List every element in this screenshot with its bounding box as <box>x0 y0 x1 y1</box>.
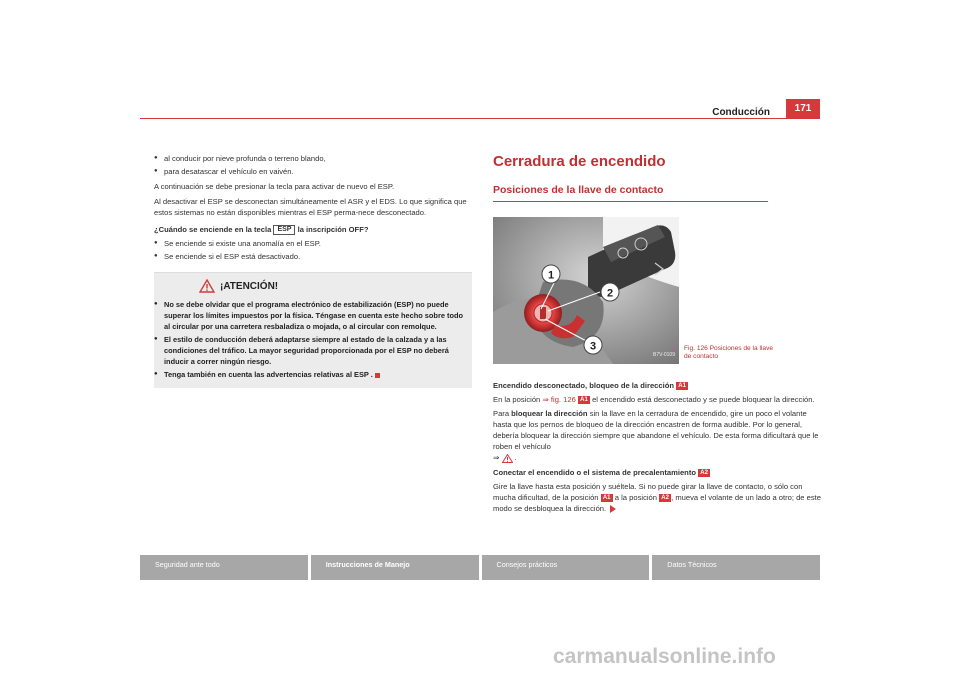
question-text-2: la inscripción OFF? <box>297 225 369 234</box>
callout-3: 3 <box>589 340 597 353</box>
list-item: ● Se enciende si existe una anomalía en el ESP. <box>154 238 472 249</box>
figure-row <box>493 217 823 364</box>
list-item: ● Se enciende si el ESP está desactivado. <box>154 251 472 262</box>
header-title: Conducción <box>712 107 770 118</box>
warning-header <box>154 279 466 293</box>
text: , mueva el volante de un lado a otro; de este modo se desbloquea la dirección. <box>493 493 821 513</box>
paragraph: Al desactivar el ESP se desconectan simultáneamente el ASR y el EDS. Lo que significa que estos sistemas no están disponibles mientras el ESP perma-nece desconectado. <box>154 197 467 217</box>
footer-nav <box>140 555 820 580</box>
subsection-title <box>493 467 823 478</box>
warning-triangle-icon <box>199 279 215 293</box>
left-column <box>154 153 472 388</box>
watermark: carmanualsonline.info <box>553 645 776 668</box>
paragraph <box>493 394 823 405</box>
warning-title: ¡ATENCIÓN! <box>220 280 279 292</box>
callout-1: 1 <box>547 269 555 282</box>
heading-rule <box>493 201 768 202</box>
subsection-title-text: Conectar el encendido o el sistema de precalentamiento <box>493 468 696 477</box>
paragraph <box>493 481 823 514</box>
ignition-figure <box>493 217 679 364</box>
ignition-lock-illustration <box>493 217 679 364</box>
text: En la posición <box>493 395 541 404</box>
text: sin la llave en la cerradura de encendido, gire un poco el volante hasta que los pernos de bloqueo de la dirección encastren de forma audible. Por lo general, debería bloquear la dirección siempre que abandone el vehículo. De esta forma dificultará que le roben el vehículo <box>493 409 819 451</box>
figure-link[interactable]: fig. 126 <box>550 395 576 404</box>
header-rule <box>140 118 820 119</box>
position-badge: A2 <box>659 494 671 502</box>
esp-key: ESP <box>273 225 295 235</box>
paragraph <box>493 408 823 463</box>
subsection-title-text: Encendido desconectado, bloqueo de la dirección <box>493 381 675 390</box>
tab-datos[interactable]: Datos Técnicos <box>652 555 820 580</box>
tab-consejos[interactable]: Consejos prácticos <box>482 555 650 580</box>
text: a la posición <box>614 493 657 502</box>
text: el encendido está desconectado y se puede bloquear la dirección. <box>592 395 815 404</box>
position-badge: A1 <box>578 396 590 404</box>
warning-item: ● No se debe olvidar que el programa electrónico de estabilización (ESP) no puede superar los límites impuestos por la física. Téngase en cuenta este hecho sobre todo al circular por una carretera resbaladiza o mojada, o al circular con remolque. <box>154 299 466 332</box>
warning-item-text: Tenga también en cuenta las advertencias relativas al ESP . <box>164 370 373 379</box>
warning-item <box>154 369 466 380</box>
text: Gire la llave hasta esta posición y suéltela. Si no puede girar la llave de contacto, o sólo con mucha dificultad, de la posición <box>493 482 803 502</box>
position-badge: A2 <box>698 469 710 477</box>
text: . <box>514 453 517 462</box>
tab-seguridad[interactable]: Seguridad ante todo <box>140 555 308 580</box>
paragraph: A continuación se debe presionar la tecla para activar de nuevo el ESP. <box>154 182 395 191</box>
arrow-icon: ⇒ <box>493 453 500 462</box>
subsection-title <box>493 380 823 391</box>
section-heading: Cerradura de encendido <box>493 153 666 170</box>
warning-item: ● El estilo de conducción deberá adaptarse siempre al estado de la calzada y a las condiciones del tráfico. La mayor seguridad proporcionada por el ESP no deberá inducir a correr ningún riesgo. <box>154 334 466 367</box>
page-number-badge: 171 <box>786 99 820 118</box>
arrow-icon: ⇒ <box>542 395 549 404</box>
position-badge: A1 <box>676 382 688 390</box>
callout-2: 2 <box>606 287 614 300</box>
tab-instrucciones[interactable]: Instrucciones de Manejo <box>311 555 479 580</box>
question <box>154 224 472 235</box>
warning-ref-icon[interactable] <box>502 454 513 463</box>
warning-box <box>154 272 472 388</box>
continue-arrow-icon <box>610 505 616 513</box>
bold-text: bloquear la dirección <box>511 409 588 418</box>
text: Para <box>493 409 510 418</box>
list-item: ● para desatascar el vehículo en vaivén. <box>154 166 472 177</box>
end-mark-icon <box>375 373 380 378</box>
subsection-heading: Posiciones de la llave de contacto <box>493 184 664 196</box>
right-column <box>493 153 823 517</box>
list-item: ● al conducir por nieve profunda o terreno blando, <box>154 153 472 164</box>
figure-caption: Fig. 126 Posiciones de la llave de contacto <box>684 345 774 360</box>
figure-code: B7V-0109 <box>653 352 675 358</box>
position-badge: A1 <box>601 494 613 502</box>
question-text-1: ¿Cuándo se enciende en la tecla <box>154 225 272 234</box>
